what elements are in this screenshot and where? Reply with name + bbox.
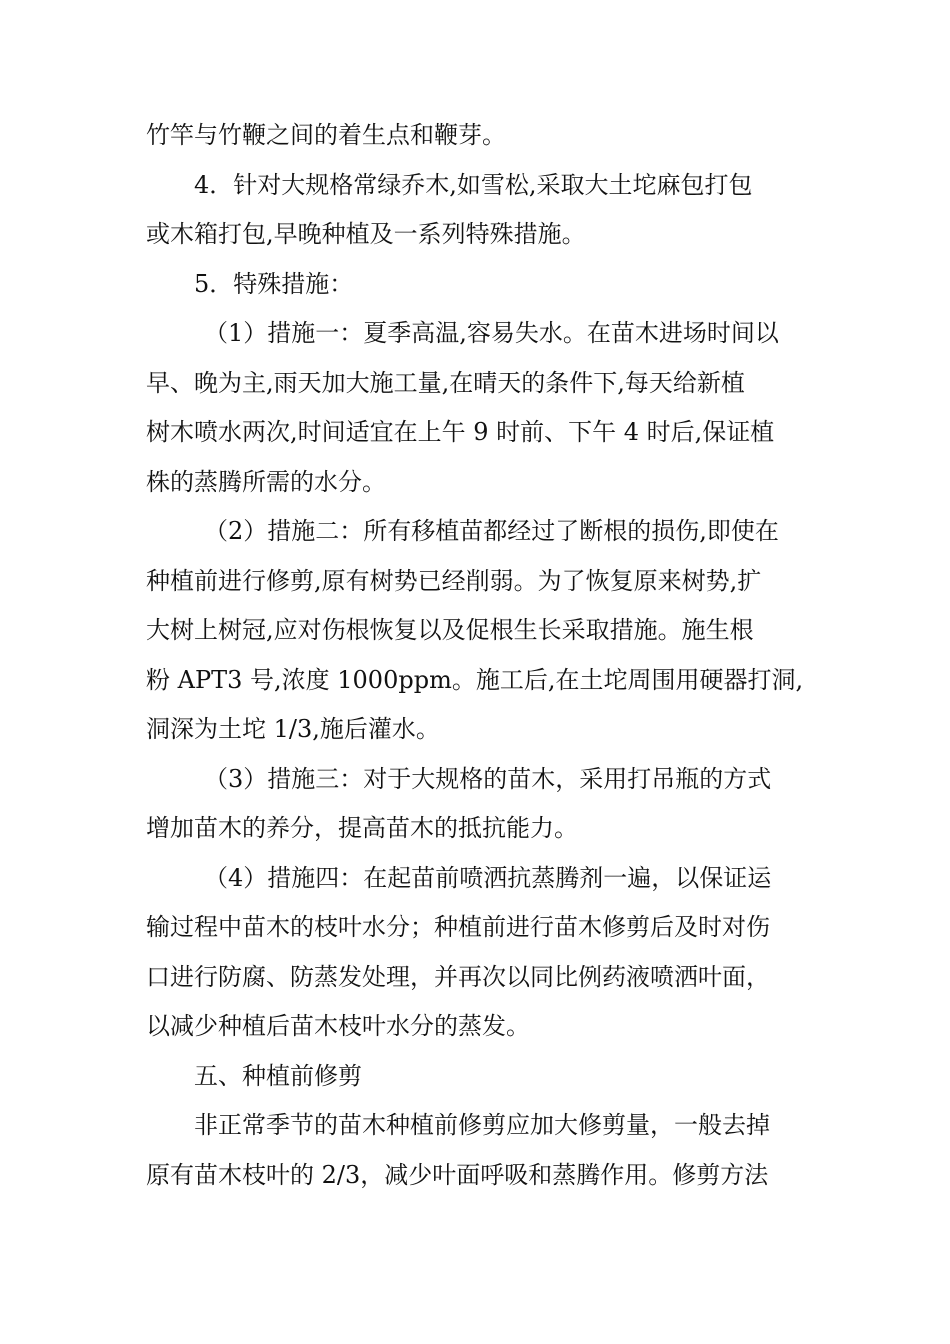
- text-line: 4．针对大规格常绿乔木,如雪松,采取大土坨麻包打包: [194, 170, 753, 199]
- text-line: 早、晚为主,雨天加大施工量,在晴天的条件下,每天给新植: [146, 368, 745, 397]
- text-line: 种植前进行修剪,原有树势已经削弱。为了恢复原来树势,扩: [146, 566, 762, 595]
- document-body: [146, 111, 810, 1200]
- text-line: （1）措施一：夏季高温,容易失水。在苗木进场时间以: [204, 319, 779, 347]
- text-line: 洞深为土坨 1/3,施后灌水。: [146, 715, 440, 743]
- text-line: 树木喷水两次,时间适宜在上午 9 时前、下午 4 时后,保证植: [146, 418, 775, 446]
- text-line: 5．特殊措施：: [194, 269, 354, 298]
- section-heading: 五、种植前修剪: [194, 1061, 362, 1090]
- text-line: （3）措施三：对于大规格的苗木，采用打吊瓶的方式: [204, 764, 772, 793]
- text-line: 增加苗木的养分，提高苗木的抵抗能力。: [146, 814, 578, 842]
- text-line: 或木箱打包,早晚种植及一系列特殊措施。: [146, 220, 586, 248]
- text-line: 竹竿与竹鞭之间的着生点和鞭芽。: [146, 121, 506, 149]
- text-line: （4）措施四：在起苗前喷洒抗蒸腾剂一遍，以保证运: [204, 863, 772, 892]
- text-line: 输过程中苗木的枝叶水分；种植前进行苗木修剪后及时对伤: [146, 913, 770, 941]
- text-line: 口进行防腐、防蒸发处理，并再次以同比例药液喷洒叶面，: [146, 962, 770, 991]
- text-line: 株的蒸腾所需的水分。: [146, 467, 386, 496]
- text-line: 原有苗木枝叶的 2/3，减少叶面呼吸和蒸腾作用。修剪方法: [146, 1160, 769, 1189]
- text-line: 以减少种植后苗木枝叶水分的蒸发。: [146, 1012, 530, 1040]
- text-line: 非正常季节的苗木种植前修剪应加大修剪量，一般去掉: [194, 1111, 770, 1139]
- text-line: 粉 APT3 号,浓度 1000ppm。施工后,在土坨周围用硬器打洞,: [146, 665, 804, 694]
- text-line: （2）措施二：所有移植苗都经过了断根的损伤,即使在: [204, 517, 779, 545]
- text-line: 大树上树冠,应对伤根恢复以及促根生长采取措施。施生根: [146, 616, 754, 644]
